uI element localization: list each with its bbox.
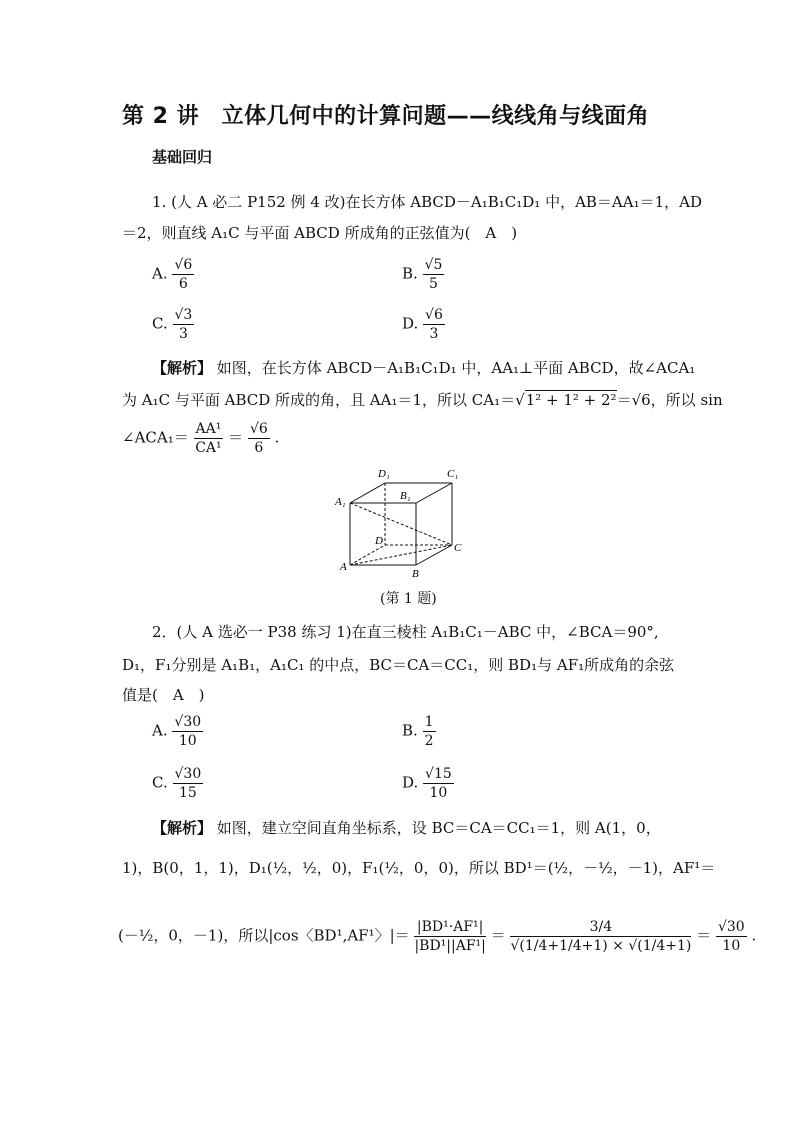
- q2-option-c: C. $\frac{√30}{15}$: [152, 766, 202, 801]
- label-A1: A₁: [335, 496, 346, 508]
- label-B1: B₁: [400, 490, 411, 502]
- label-C: C: [454, 542, 462, 554]
- q1-stem-line1: 1. (人 A 必二 P152 例 4 改)在长方体 ABCD－A₁B₁C₁D₁ 中，AB＝AA₁＝1，AD: [152, 193, 703, 211]
- q2-analysis-line1: 【解析】 如图，建立空间直角坐标系，设 BC＝CA＝CC₁＝1，则 A(1，0，: [152, 819, 661, 837]
- q2-stem-line2: D₁，F₁分别是 A₁B₁，A₁C₁ 的中点，BC＝CA＝CC₁，则 BD₁与 AF₁所成角的余弦: [122, 656, 675, 674]
- figure-caption: (第 1 题): [380, 591, 437, 607]
- q1-analysis-line2: 为 A₁C 与平面 ABCD 所成的角，且 AA₁＝1，所以 CA₁＝√1² + 1² + 2²＝√6，所以 sin: [122, 391, 723, 409]
- label-D1: D₁: [378, 468, 390, 480]
- q1-option-b: B. $\frac{√5}{5}$: [402, 257, 443, 292]
- label-C1: C₁: [447, 468, 459, 480]
- q2-analysis-tag: 【解析】: [152, 819, 213, 837]
- q2-analysis-line2: 1)，B(0，1，1)，D₁(½，½，0)，F₁(½，0，0)，所以 BD¹＝(½，－½，－1)，AF¹＝: [122, 859, 716, 877]
- q1-option-c: C. $\frac{√3}{3}$: [152, 307, 193, 342]
- q2-analysis-line3: (－½，0，－1)，所以|cos〈BD¹,AF¹〉|＝ $\frac{\text{|BD¹·AF¹|}}{\text{|BD¹||AF¹|}}$ ＝ $\frac{3/4}{√(1/4+1/4+1) \times √(1/4+1)}$ ＝ $\frac{√30}{10}$ .: [118, 919, 757, 954]
- q1-analysis-line1: 【解析】 如图，在长方体 ABCD－A₁B₁C₁D₁ 中，AA₁⊥平面 ABCD，故∠ACA₁: [152, 359, 696, 377]
- q1-analysis-tag: 【解析】: [152, 359, 213, 377]
- q2-option-b: B. $\frac{1}{2}$: [402, 714, 434, 749]
- label-A: A: [340, 561, 347, 573]
- page-title: 第 2 讲 立体几何中的计算问题——线线角与线面角: [122, 104, 650, 129]
- label-D: D: [375, 535, 383, 547]
- q2-stem-line3: 值是( A ): [122, 686, 205, 704]
- q2-option-d: D. $\frac{√15}{10}$: [402, 766, 452, 801]
- cuboid-figure: [330, 465, 470, 580]
- q1-analysis-line3: ∠ACA₁＝ $\frac{\text{AA¹}}{\text{CA¹}}$ ＝ $\frac{√6}{6}$ .: [122, 421, 280, 456]
- q2-option-a: A. $\frac{√30}{10}$: [152, 714, 202, 749]
- q1-option-a: A. $\frac{√6}{6}$: [152, 257, 193, 292]
- label-B: B: [412, 568, 419, 580]
- section-heading: 基础回归: [152, 148, 213, 166]
- q1-stem-line2: ＝2，则直线 A₁C 与平面 ABCD 所成角的正弦值为( A ): [122, 224, 518, 242]
- q2-stem-line1: 2．(人 A 选必一 P38 练习 1)在直三棱柱 A₁B₁C₁－ABC 中，∠BCA＝90°,: [152, 623, 659, 641]
- q1-option-d: D. $\frac{√6}{3}$: [402, 307, 443, 342]
